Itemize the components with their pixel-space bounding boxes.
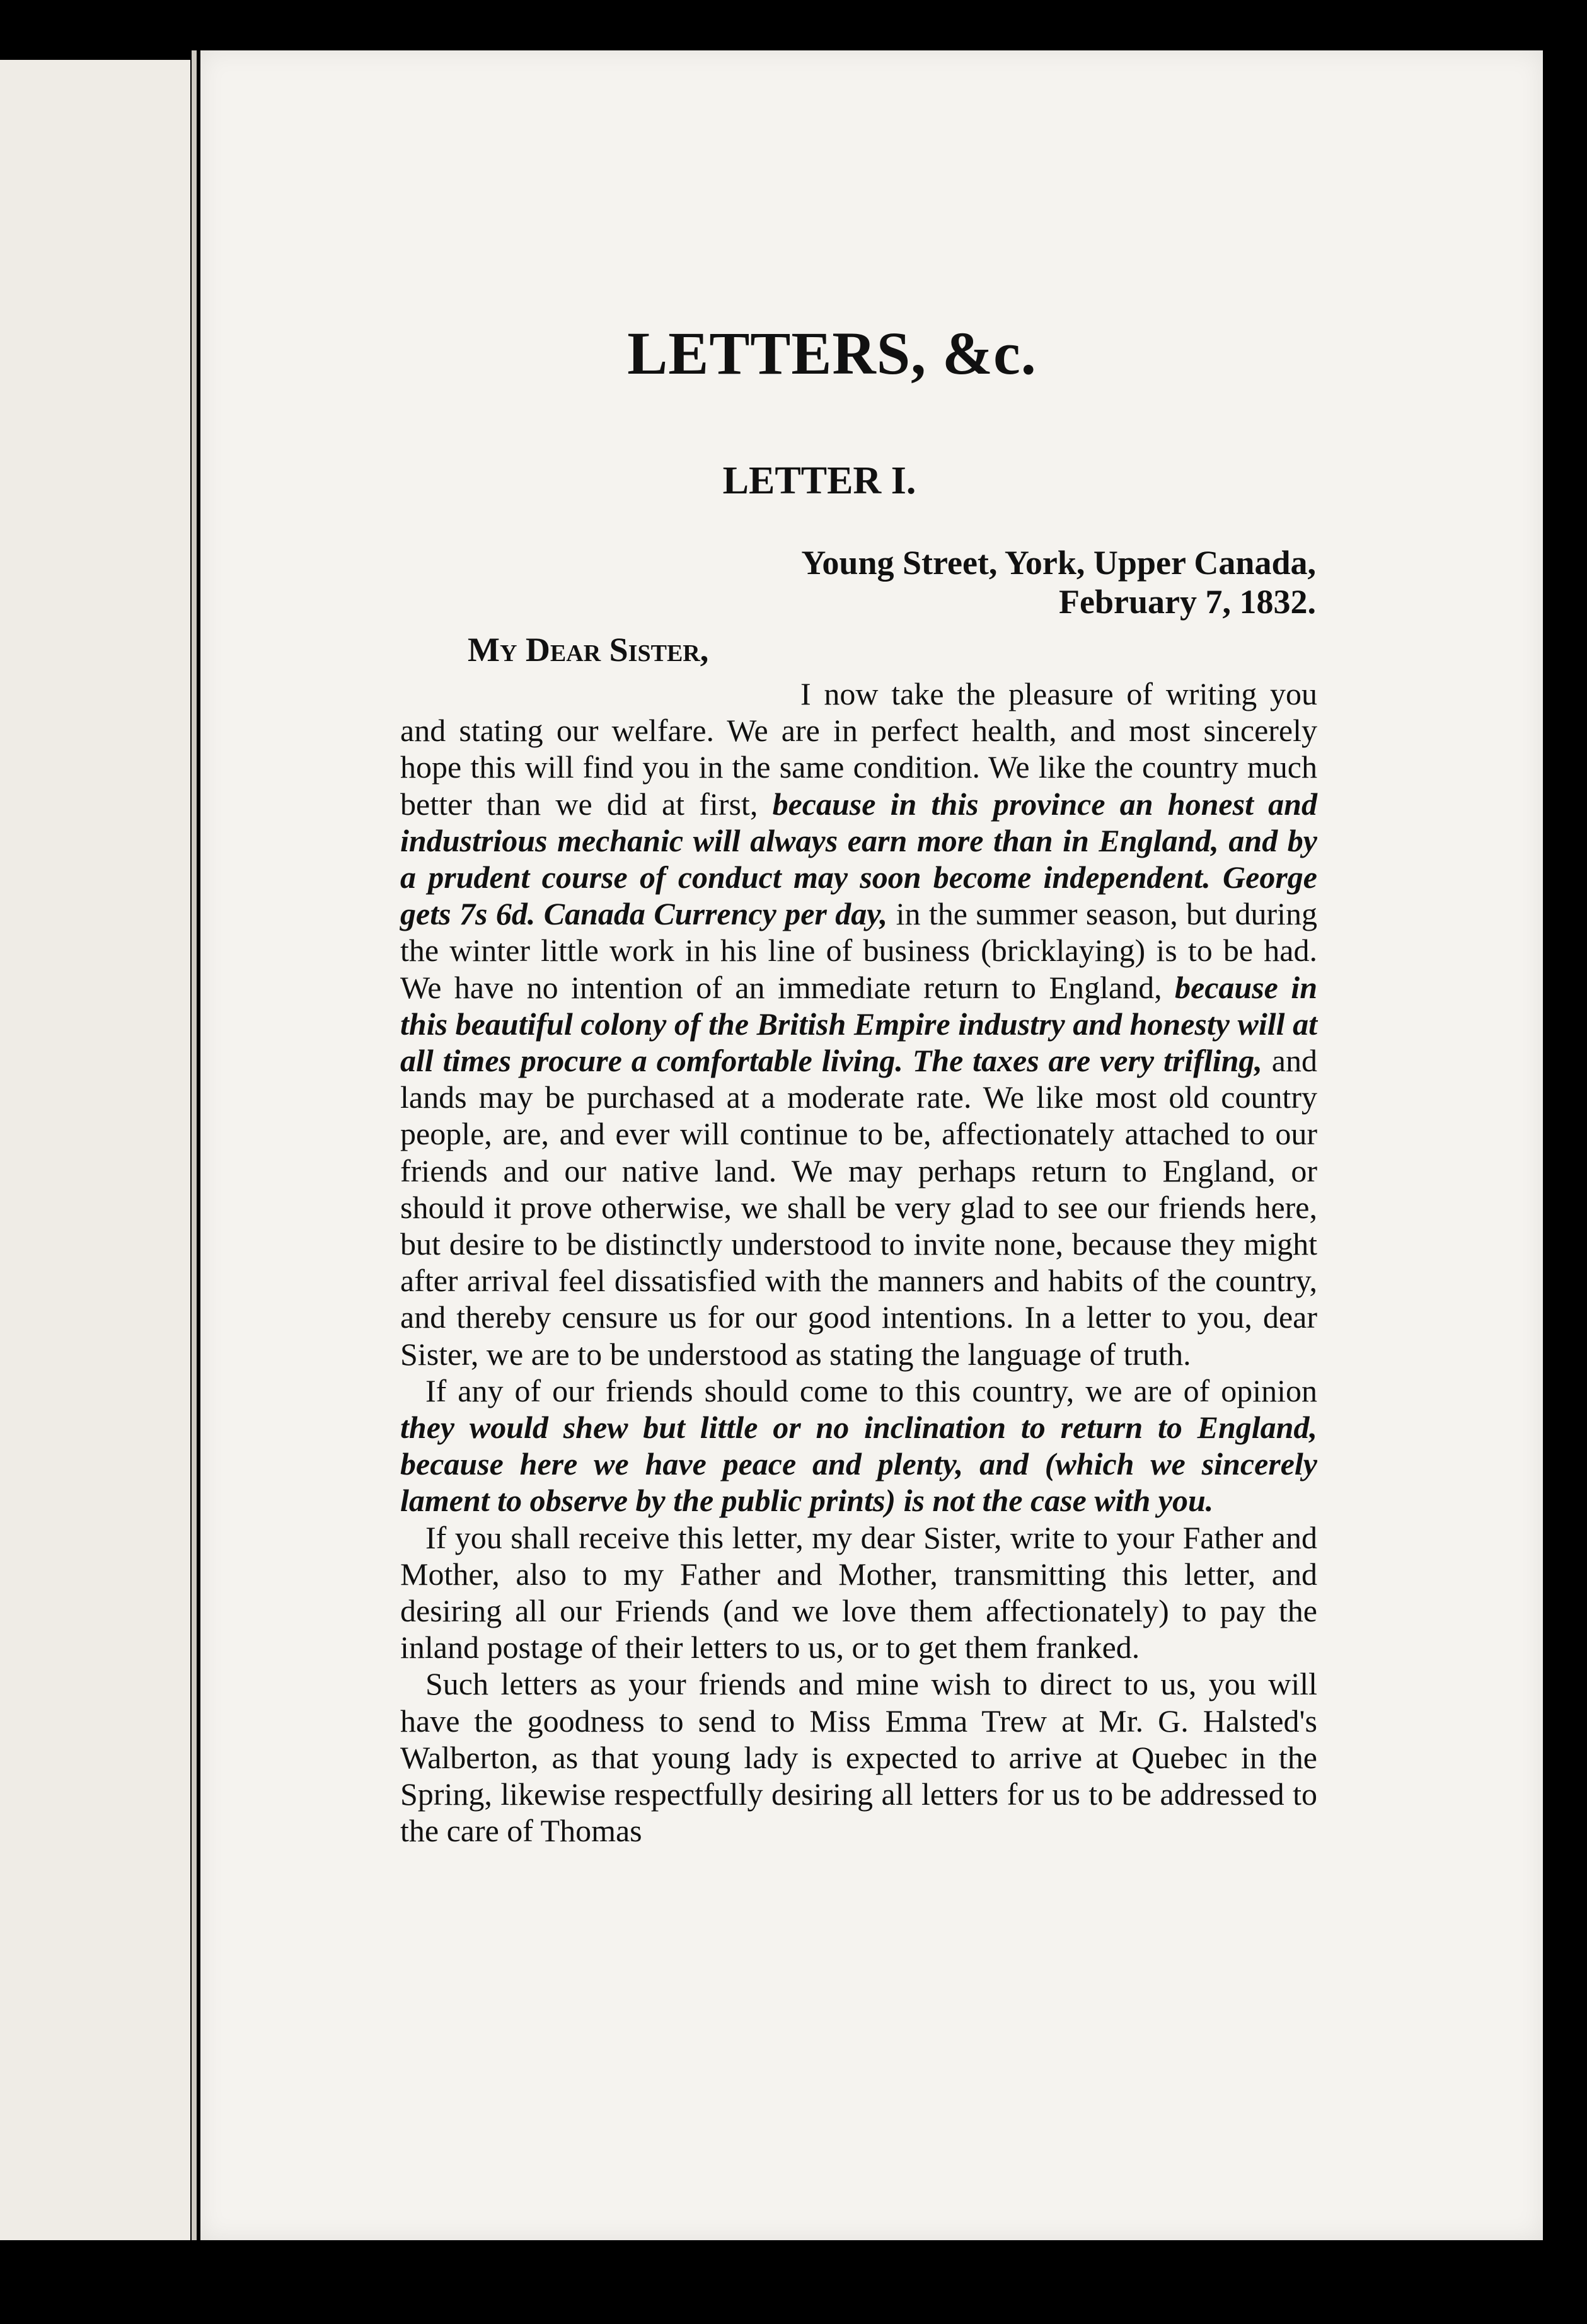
facing-page-edge — [0, 60, 190, 2240]
letter-body — [400, 676, 1317, 1849]
paragraph-1 — [400, 676, 1317, 1372]
paragraph-1-text-c: and lands may be purchased at a moderate rate. We like most old country people, are, and ever will continue to be, affectionately attached to our friends and our native land. We may perhaps return to England, or should it prove otherwise, we shall be very glad to see our friends here, but desire to be distinctly understood to invite none, because they might after arrival feel dissatisfied with the manners and habits of the country, and thereby censure us for our good intentions. In a letter to you, dear Sister, we are to be understood as stating the language of truth. — [400, 1043, 1317, 1372]
paragraph-4-text: Such letters as your friends and mine wish to direct to us, you will have the goodness to send to Miss Emma Trew at Mr. G. Halsted's Walberton, as that young lady is expected to arrive at Quebec in the Spring, likewise respectfully desiring all letters for us to be addressed to the care of Thomas — [400, 1666, 1317, 1849]
address-line-date: February 7, 1832. — [1059, 583, 1316, 621]
page-gutter — [192, 50, 197, 2240]
paragraph-1-text-b: in the summer season, but during the winter little work in his line of business (bricklaying) is to be had. We have no intention of an immediate return to England, — [400, 896, 1317, 1005]
salutation: My Dear Sister, — [468, 631, 709, 669]
paragraph-3 — [400, 1519, 1317, 1666]
address-line-street: Young Street, York, Upper Canada, — [801, 544, 1316, 582]
paragraph-4 — [400, 1665, 1317, 1849]
document-title: LETTERS, &c. — [627, 319, 1037, 387]
paragraph-2-italic-a: they would shew but little or no inclination to return to England, because here we have peace and plenty, and (which we sincerely lament to observe by the public prints) is not the case with you. — [400, 1410, 1317, 1519]
paragraph-1-text-a: I now take the pleasure of writing you and stating our welfare. We are in perfect health, and most sincerely hope this will find you in the same condition. We like the country much better than we did at first, — [400, 676, 1317, 822]
paragraph-1-italic-b: because in this beautiful colony of the British Empire industry and honesty will at all times procure a comfortable living. The taxes are very trifling, — [400, 969, 1317, 1079]
paragraph-1-italic-a: because in this province an honest and industrious mechanic will always earn more than in England, and by a prudent course of conduct may soon become independent. George gets 7s 6d. Canada Currency per day, — [400, 786, 1317, 932]
paragraph-2-text-a: If any of our friends should come to this country, we are of opinion — [425, 1372, 1317, 1408]
paragraph-2 — [400, 1372, 1317, 1519]
paragraph-3-text: If you shall receive this letter, my dear Sister, write to your Father and Mother, also to my Father and Mother, transmitting this letter, and desiring all our Friends (and we love them affectionately) to pay the inland postage of their letters to us, or to get them franked. — [400, 1519, 1317, 1665]
letter-address — [801, 543, 1316, 621]
letter-heading: LETTER I. — [722, 459, 916, 502]
